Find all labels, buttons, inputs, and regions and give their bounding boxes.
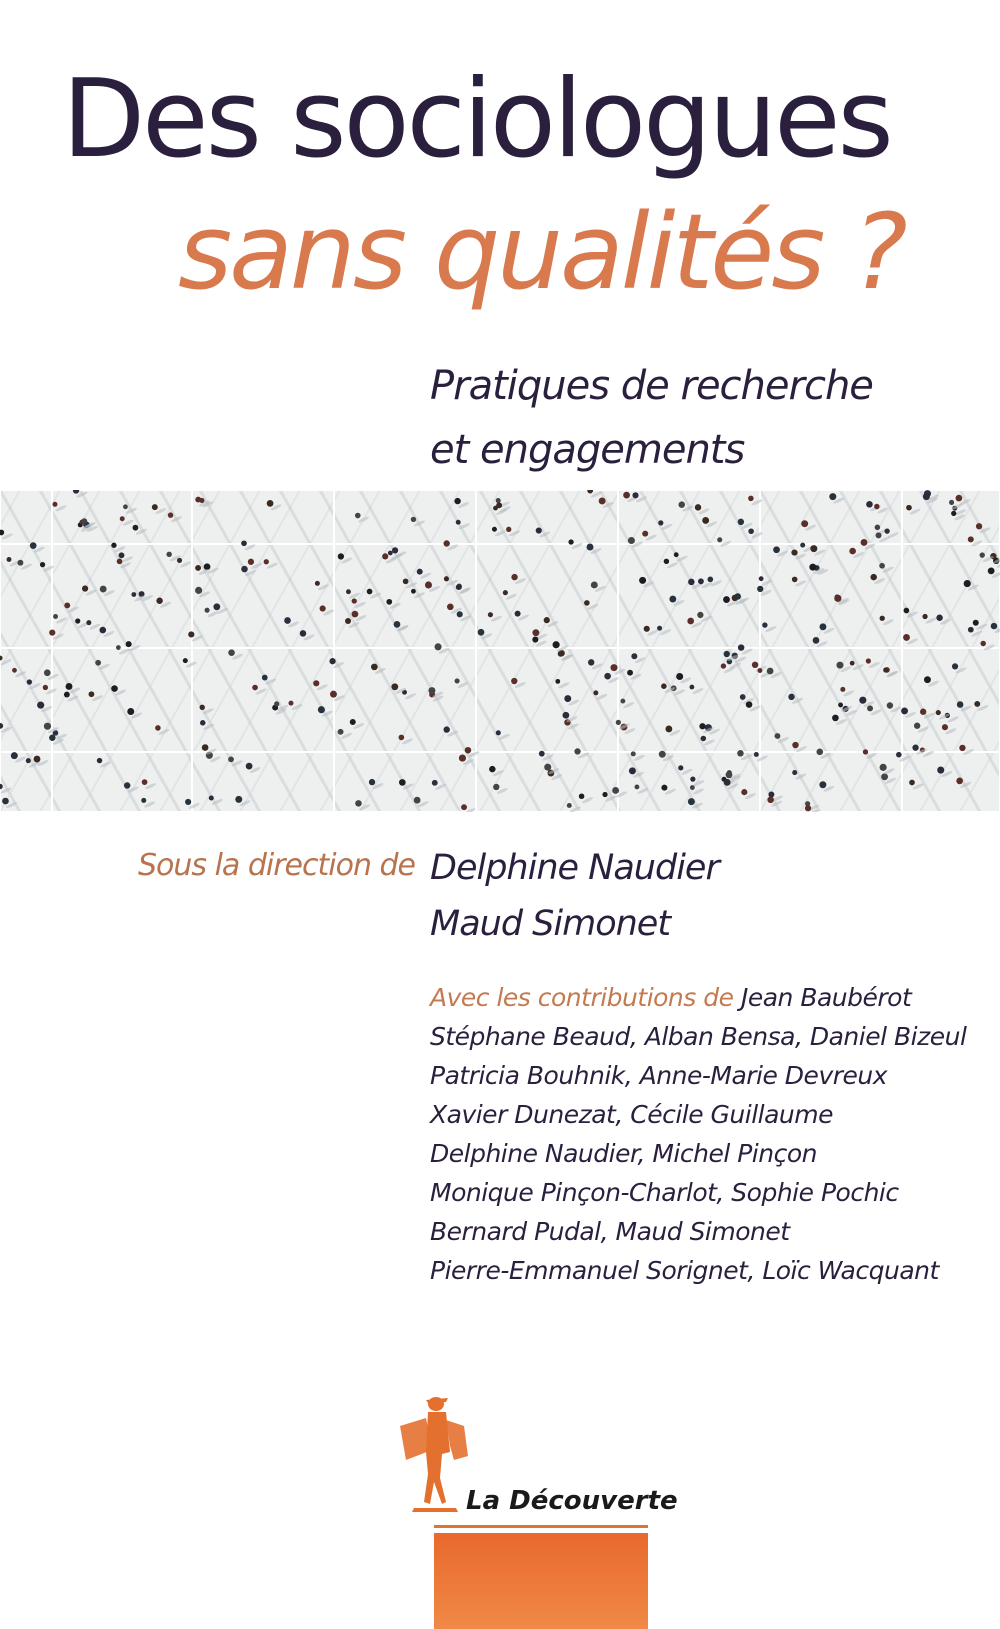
contributors-line: Pierre-Emmanuel Sorignet, Loïc Wacquant — [430, 1256, 939, 1285]
contributors — [430, 978, 966, 1290]
contributors-line: Stéphane Beaud, Alban Bensa, Daniel Bizeul — [430, 1022, 967, 1051]
publisher-color-bar — [434, 1533, 648, 1629]
contributors-line: Xavier Dunezat, Cécile Guillaume — [430, 1100, 834, 1129]
contributors-line: Patricia Bouhnik, Anne-Marie Devreux — [430, 1061, 888, 1090]
contributors-line: Bernard Pudal, Maud Simonet — [430, 1217, 790, 1246]
contributors-line: Monique Pinçon-Charlot, Sophie Pochic — [430, 1178, 899, 1207]
title-line-2: sans qualités ? — [178, 191, 905, 313]
contributor-name: Jean Baubérot — [733, 983, 912, 1012]
contributors-line — [430, 978, 966, 1017]
editors — [430, 840, 719, 952]
subtitle — [430, 354, 873, 482]
sower-figure-icon — [392, 1390, 472, 1522]
publisher-rule — [434, 1525, 648, 1528]
editor-name: Delphine Naudier — [430, 848, 719, 888]
direction-label: Sous la direction de — [138, 848, 415, 883]
subtitle-line-2: et engagements — [430, 427, 745, 473]
publisher-name: La Découverte — [466, 1486, 678, 1516]
title-line-1: Des sociologues — [62, 57, 891, 182]
contributions-label: Avec les contributions de — [430, 983, 734, 1012]
editor-name: Maud Simonet — [430, 904, 671, 944]
contributors-line: Delphine Naudier, Michel Pinçon — [430, 1139, 817, 1168]
crowd-photo — [0, 490, 1000, 812]
subtitle-line-1: Pratiques de recherche — [430, 363, 873, 409]
